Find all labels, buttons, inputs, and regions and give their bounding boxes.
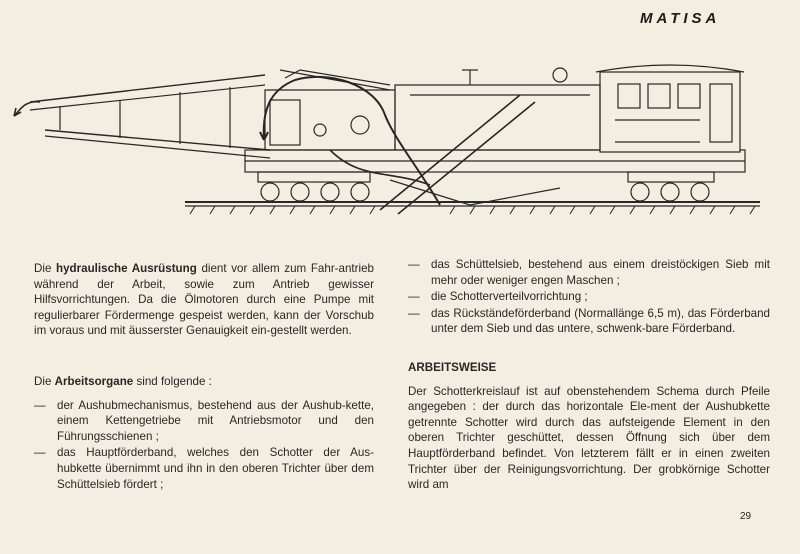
organs-intro-text: sind folgende : [133, 374, 212, 388]
list-item-text: das Hauptförderband, welches den Schotter der Aus-hubkette übernimmt und ihn in den oberen Trichter über dem Schüttelsieb fördert ; [57, 446, 374, 491]
list-dash: — [34, 446, 46, 460]
list-item-text: das Schüttelsieb, bestehend aus einem dreistöckigen Sieb mit mehr oder weniger engen Maschen ; [431, 258, 770, 287]
list-item [34, 445, 374, 492]
hydraulics-paragraph-term: hydraulische Ausrüstung [56, 262, 197, 275]
organs-intro-lead: Die [34, 374, 55, 388]
list-item-text: das Rückständeförderband (Normallänge 6,5 m), das Förderband unter dem Sieb und das untere, schwenk-bare Förderband. [431, 306, 770, 336]
list-item [408, 306, 770, 337]
right-column [408, 257, 770, 493]
operation-paragraph: Der Schotterkreislauf ist auf obenstehendem Schema durch Pfeile angegeben : der durch das horizontale Ele-ment der Aushubkette getrennte Schotter wird durch das aufsteigende Element in den oberen Trichter geschüttet, dessen Öffnung sich über dem Hauptförderband befindet. Von letzterem fällt er in einen zweiten Trichter über der Reinigungsvorrichtung. Der grobkörnige Schotter wird am [408, 384, 770, 492]
section-heading: ARBEITSWEISE [408, 360, 497, 374]
organs-list-right [408, 257, 770, 337]
list-dash: — [408, 290, 420, 304]
organs-intro [34, 374, 374, 390]
organs-intro-term: Arbeitsorgane [54, 374, 134, 388]
list-item [34, 398, 374, 445]
hydraulics-paragraph-lead: Die [34, 262, 57, 275]
hydraulics-paragraph [34, 261, 374, 339]
list-dash: — [408, 306, 420, 320]
matisa-logo: MATISA [640, 10, 721, 27]
left-column [34, 261, 374, 493]
list-item-text: der Aushubmechanismus, bestehend aus der Aushub-kette, einem Kettengetriebe mit Antriebsmotor und den Führungsschienen ; [57, 398, 374, 443]
list-dash: — [34, 398, 46, 412]
machine-diagram [0, 30, 800, 240]
page-number: 29 [740, 511, 752, 522]
organs-list-left [34, 398, 374, 493]
hydraulics-paragraph-text: dient vor allem zum Fahr-antrieb während der Arbeit, sowie zum Antrieb gewisser Hilfsvorrichtungen. Da die Ölmotoren durch eine Pumpe mit regulierbarer Fördermenge gespeist werden, kann der Vorschub im voraus und mit äusserster Genauigkeit ein-gestellt werden. [34, 262, 374, 338]
list-item [408, 289, 770, 305]
list-dash: — [408, 258, 420, 271]
list-item-text: die Schotterverteilvorrichtung ; [431, 290, 588, 304]
list-item [408, 257, 770, 288]
